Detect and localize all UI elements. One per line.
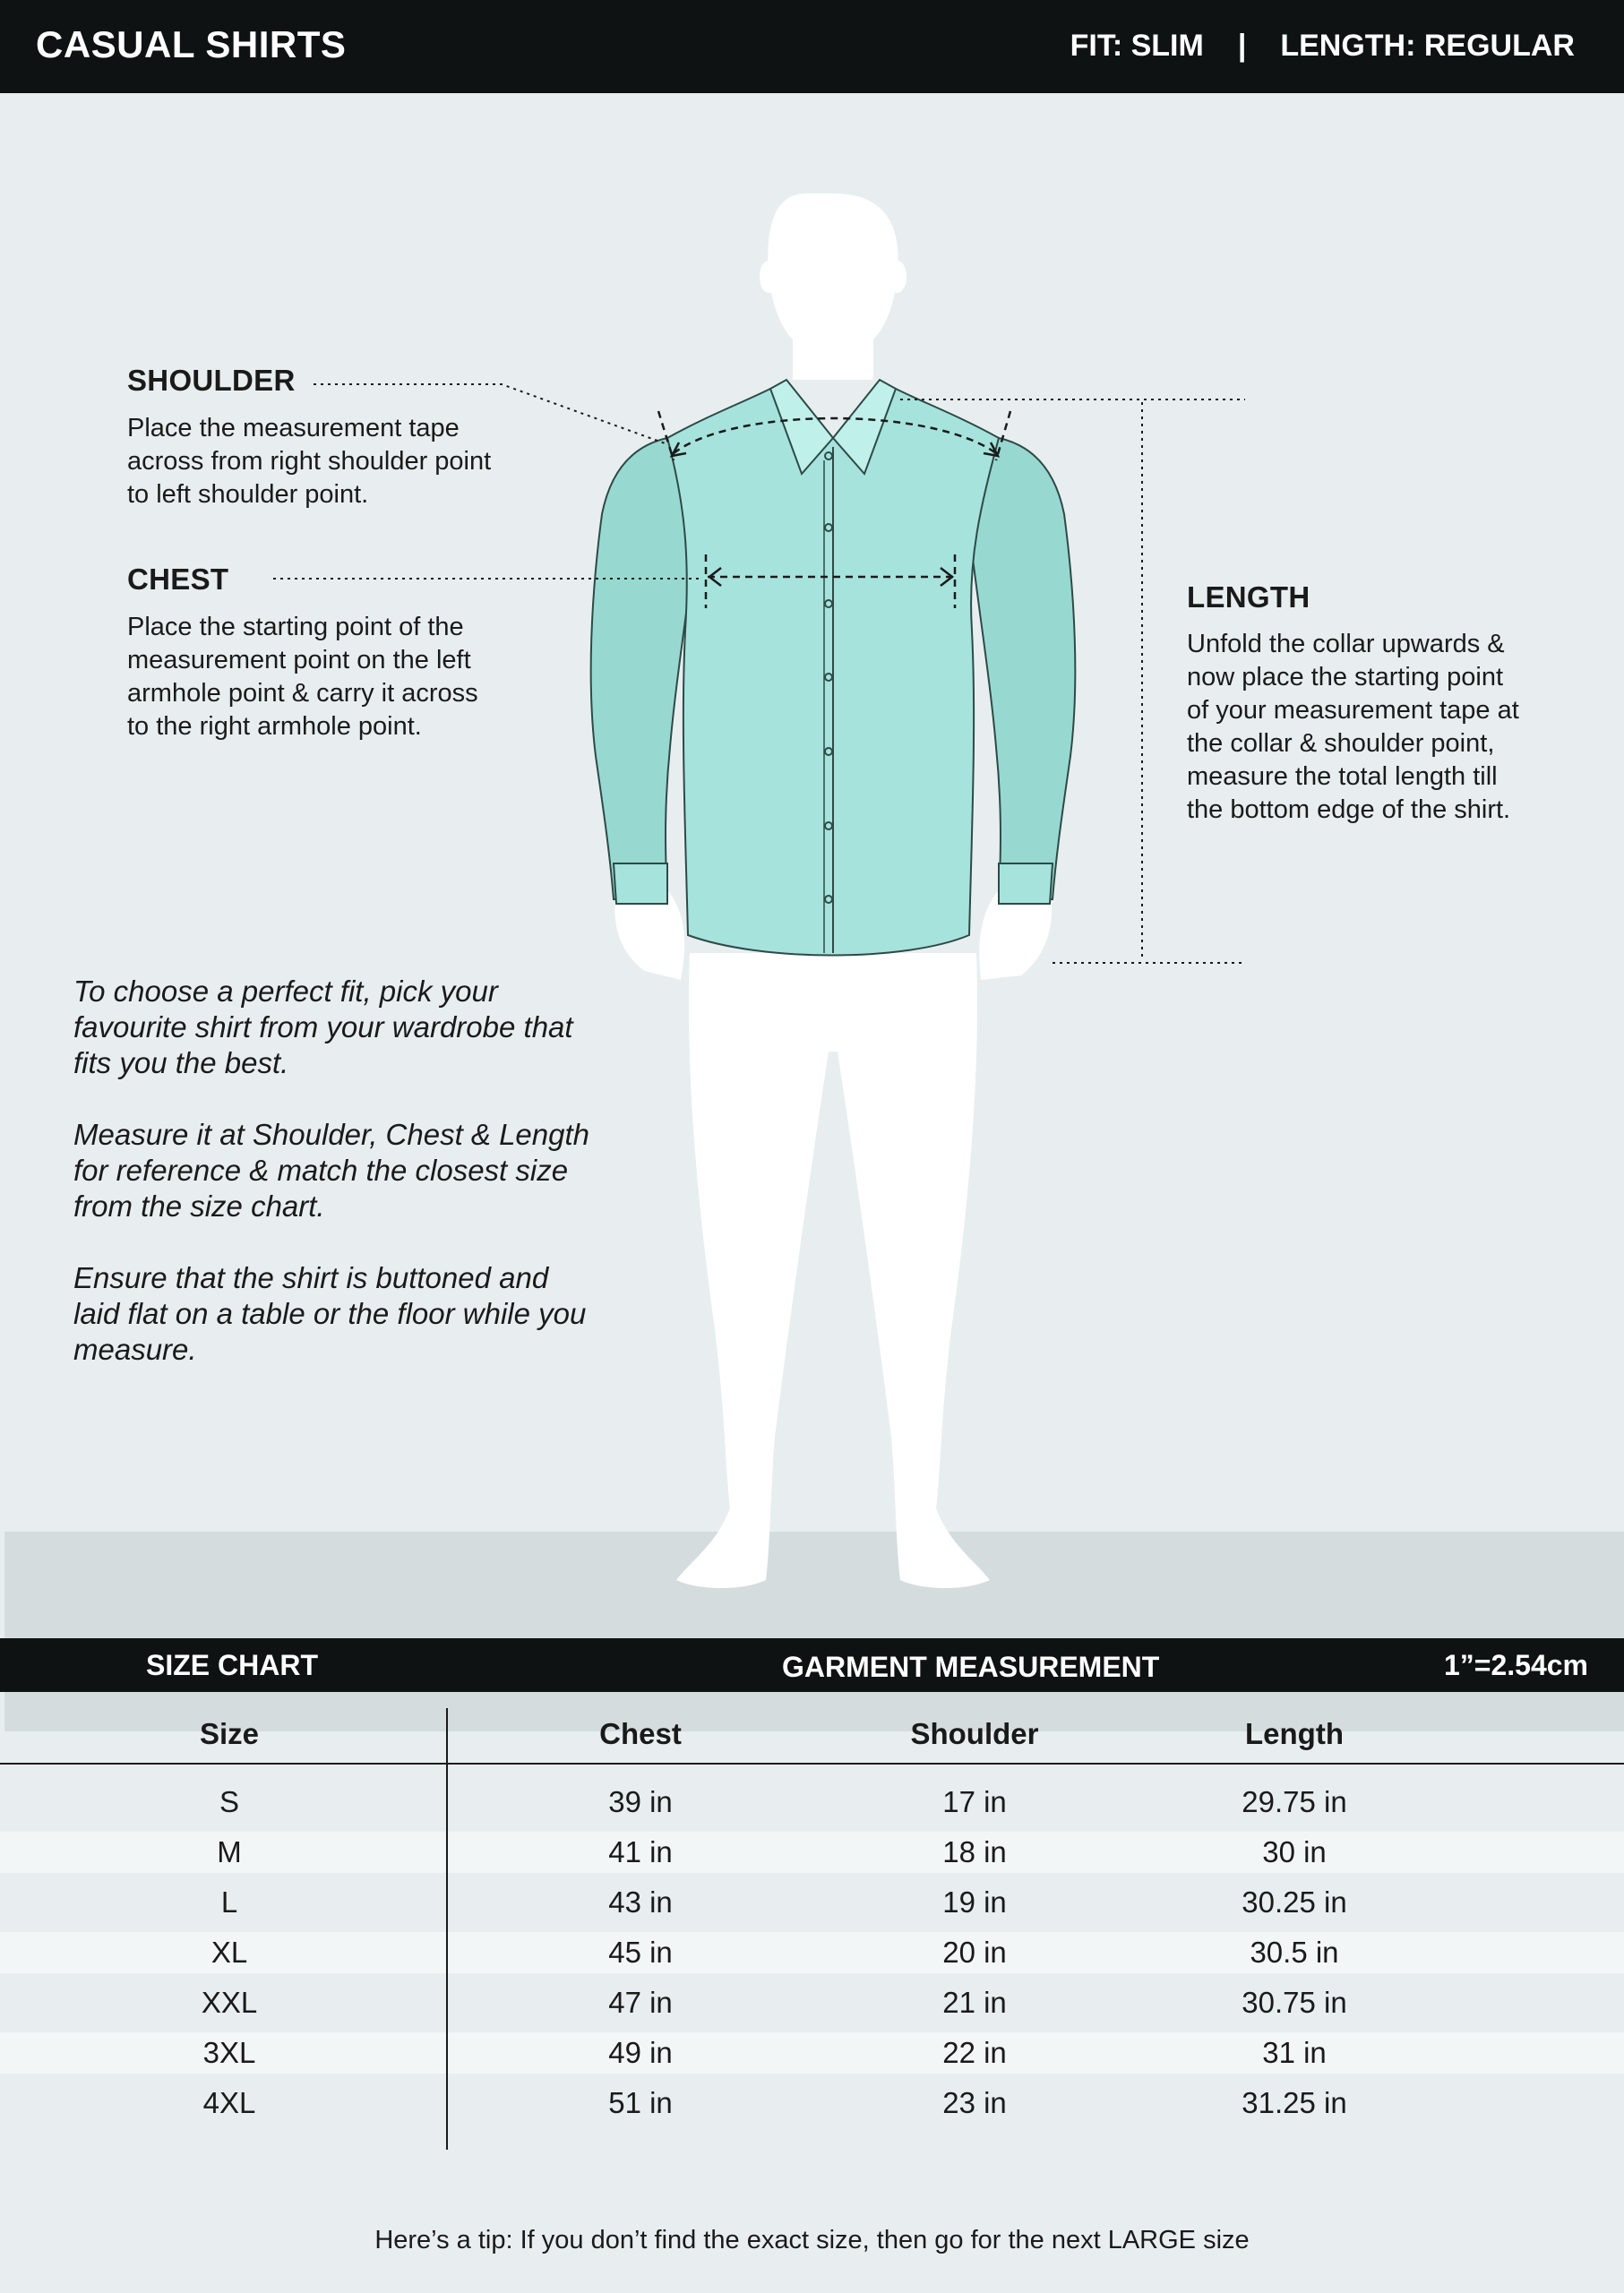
length-description (1187, 628, 1519, 827)
column-header-chest: Chest (599, 1717, 682, 1750)
cell-chest: 45 in (608, 1936, 673, 1969)
cell-shoulder: 23 in (942, 2086, 1007, 2119)
length-label: LENGTH: REGULAR (1280, 29, 1575, 63)
cell-shoulder: 17 in (942, 1785, 1007, 1818)
cell-length: 31.25 in (1242, 2086, 1347, 2119)
cell-size: XL (211, 1936, 248, 1969)
header-bar (0, 0, 1624, 93)
conversion-note: 1”=2.54cm (1443, 1649, 1588, 1681)
instruction-1-line-3: fits you the best. (73, 1046, 289, 1079)
shoulder-line-2: across from right shoulder point (127, 447, 492, 476)
cell-length: 31 in (1262, 2036, 1327, 2069)
shoulder-heading: SHOULDER (127, 364, 296, 397)
cell-chest: 39 in (608, 1785, 673, 1818)
cell-chest: 41 in (608, 1835, 673, 1868)
table-row (0, 1782, 1624, 1823)
column-header-length: Length (1245, 1717, 1344, 1750)
cell-size: M (217, 1835, 242, 1868)
cell-size: 3XL (202, 2036, 256, 2069)
table-row (0, 1882, 1624, 1923)
shoulder-line-3: to left shoulder point. (127, 480, 369, 509)
length-line-5: measure the total length till (1187, 762, 1498, 791)
cell-shoulder: 18 in (942, 1835, 1007, 1868)
model-illustration (0, 93, 1624, 1638)
size-chart-table (0, 1692, 1624, 2158)
cell-length: 30.75 in (1242, 1986, 1347, 2019)
table-row (0, 2083, 1624, 2124)
cell-length: 30 in (1262, 1835, 1327, 1868)
garment-measurement-label: GARMENT MEASUREMENT (782, 1651, 1160, 1683)
cell-chest: 43 in (608, 1885, 673, 1919)
instruction-3-line-2: laid flat on a table or the floor while you (73, 1297, 587, 1330)
instruction-paragraph-2 (73, 1117, 589, 1224)
page-title: CASUAL SHIRTS (36, 23, 347, 65)
cell-chest: 49 in (608, 2036, 673, 2069)
cell-shoulder: 22 in (942, 2036, 1007, 2069)
chest-line-1: Place the starting point of the (127, 613, 464, 641)
shirt-shape (591, 380, 1076, 956)
size-chart-label: SIZE CHART (146, 1649, 318, 1681)
chest-line-3: armhole point & carry it across (127, 679, 478, 708)
cell-size: L (220, 1885, 238, 1919)
size-tip: Here’s a tip: If you don’t find the exact size, then go for the next LARGE size (374, 2226, 1250, 2254)
shoulder-description (127, 412, 491, 511)
instruction-3-line-3: measure. (73, 1333, 197, 1366)
column-header-size: Size (199, 1717, 260, 1750)
instruction-paragraph-1 (73, 974, 573, 1081)
header-divider (0, 1763, 1624, 1765)
cell-size: S (219, 1785, 239, 1818)
size-chart-header (0, 1638, 1624, 1692)
table-row (0, 1832, 1624, 1873)
fit-label: FIT: SLIM (1070, 29, 1204, 63)
chest-line-2: measurement point on the left (127, 646, 471, 674)
illustration-area (0, 93, 1624, 1638)
table-row (0, 1932, 1624, 1973)
cell-size: 4XL (202, 2086, 256, 2119)
shoulder-line-1: Place the measurement tape (127, 414, 460, 442)
length-line-6: the bottom edge of the shirt. (1187, 795, 1511, 824)
length-line-2: now place the starting point (1187, 663, 1504, 691)
cell-shoulder: 21 in (942, 1986, 1007, 2019)
instruction-1-line-2: favourite shirt from your wardrobe that (73, 1010, 573, 1043)
instruction-paragraph-3 (73, 1260, 586, 1368)
chest-heading: CHEST (127, 563, 229, 596)
cell-chest: 51 in (608, 2086, 673, 2119)
chest-description (127, 611, 478, 743)
column-header-shoulder: Shoulder (910, 1717, 1039, 1750)
cell-length: 29.75 in (1242, 1785, 1347, 1818)
cell-shoulder: 20 in (942, 1936, 1007, 1969)
cell-chest: 47 in (608, 1986, 673, 2019)
table-row (0, 1982, 1624, 2023)
header-meta (1070, 29, 1575, 64)
chest-line-4: to the right armhole point. (127, 712, 422, 741)
cell-shoulder: 19 in (942, 1885, 1007, 1919)
length-line-4: the collar & shoulder point, (1187, 729, 1495, 758)
instruction-2-line-1: Measure it at Shoulder, Chest & Length (73, 1118, 590, 1151)
length-line-3: of your measurement tape at (1187, 696, 1519, 725)
cell-length: 30.5 in (1250, 1936, 1339, 1969)
instruction-2-line-2: for reference & match the closest size (73, 1154, 569, 1187)
size-column-divider (446, 1708, 448, 2150)
instruction-3-line-1: Ensure that the shirt is buttoned and (73, 1261, 549, 1294)
length-heading: LENGTH (1187, 580, 1310, 614)
length-line-1: Unfold the collar upwards & (1187, 630, 1505, 658)
table-row (0, 2032, 1624, 2074)
cell-length: 30.25 in (1242, 1885, 1347, 1919)
cell-size: XXL (201, 1986, 258, 2019)
instruction-1-line-1: To choose a perfect fit, pick your (73, 975, 498, 1008)
header-separator: | (1237, 29, 1247, 63)
instruction-2-line-3: from the size chart. (73, 1189, 325, 1223)
